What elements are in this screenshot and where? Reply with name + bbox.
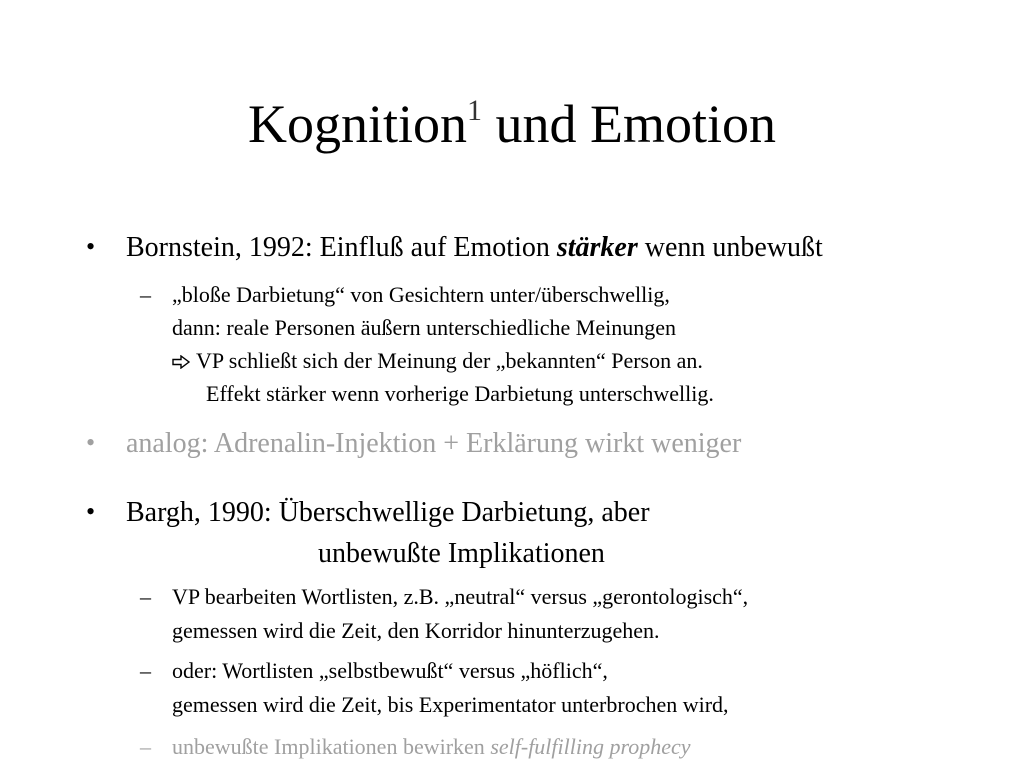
slide-title: [0, 94, 1024, 154]
sub-1-line-4: Effekt stärker wenn vorherige Darbietung unterschwellig.: [206, 381, 714, 406]
sub-3a-line-2: gemessen wird die Zeit, den Korridor hinunterzugehen.: [172, 618, 660, 643]
bullet-3-line-2: unbewußte Implikationen: [318, 538, 605, 569]
bullet-1-emphasis: stärker: [556, 232, 638, 263]
sub-1-line-3-text: VP schließt sich der Meinung der „bekannten“ Person an.: [196, 348, 703, 373]
sub-1-line-1: „bloße Darbietung“ von Gesichtern unter/überschwellig,: [172, 282, 670, 307]
title-main: Kognition: [247, 94, 467, 154]
sub-bullet-marker: –: [140, 734, 151, 759]
bullet-marker: •: [86, 497, 96, 526]
hollow-right-arrow-icon: [172, 355, 190, 369]
bullet-1-prefix: Bornstein, 1992: Einfluß auf Emotion: [126, 232, 557, 263]
title-footnote-marker: 1: [467, 94, 482, 127]
sub-3c-text: [172, 734, 691, 760]
sub-bullet-marker: –: [140, 282, 151, 307]
sub-1-line-3: [172, 348, 703, 374]
bullet-marker: •: [86, 428, 96, 457]
sub-3b-line-2: gemessen wird die Zeit, bis Experimentator unterbrochen wird,: [172, 692, 729, 717]
sub-bullet-marker: –: [140, 658, 151, 683]
sub-3a-line-1: VP bearbeiten Wortlisten, z.B. „neutral“ versus „gerontologisch“,: [172, 584, 749, 609]
bullet-1-suffix: wenn unbewußt: [637, 232, 823, 263]
sub-bullet-marker: –: [140, 584, 151, 609]
bullet-3-line-1: Bargh, 1990: Überschwellige Darbietung, aber: [126, 497, 650, 528]
bullet-1-text: [126, 232, 823, 264]
title-rest: und Emotion: [482, 94, 776, 154]
sub-1-line-2: dann: reale Personen äußern unterschiedliche Meinungen: [172, 315, 676, 340]
sub-3c-emphasis: self-fulfilling prophecy: [490, 734, 691, 759]
bullet-marker: •: [86, 232, 96, 261]
sub-3c-prefix: unbewußte Implikationen bewirken: [172, 734, 491, 759]
bullet-2-text: analog: Adrenalin-Injektion + Erklärung wirkt weniger: [126, 428, 742, 459]
sub-3b-line-1: oder: Wortlisten „selbstbewußt“ versus „höflich“,: [172, 658, 608, 683]
